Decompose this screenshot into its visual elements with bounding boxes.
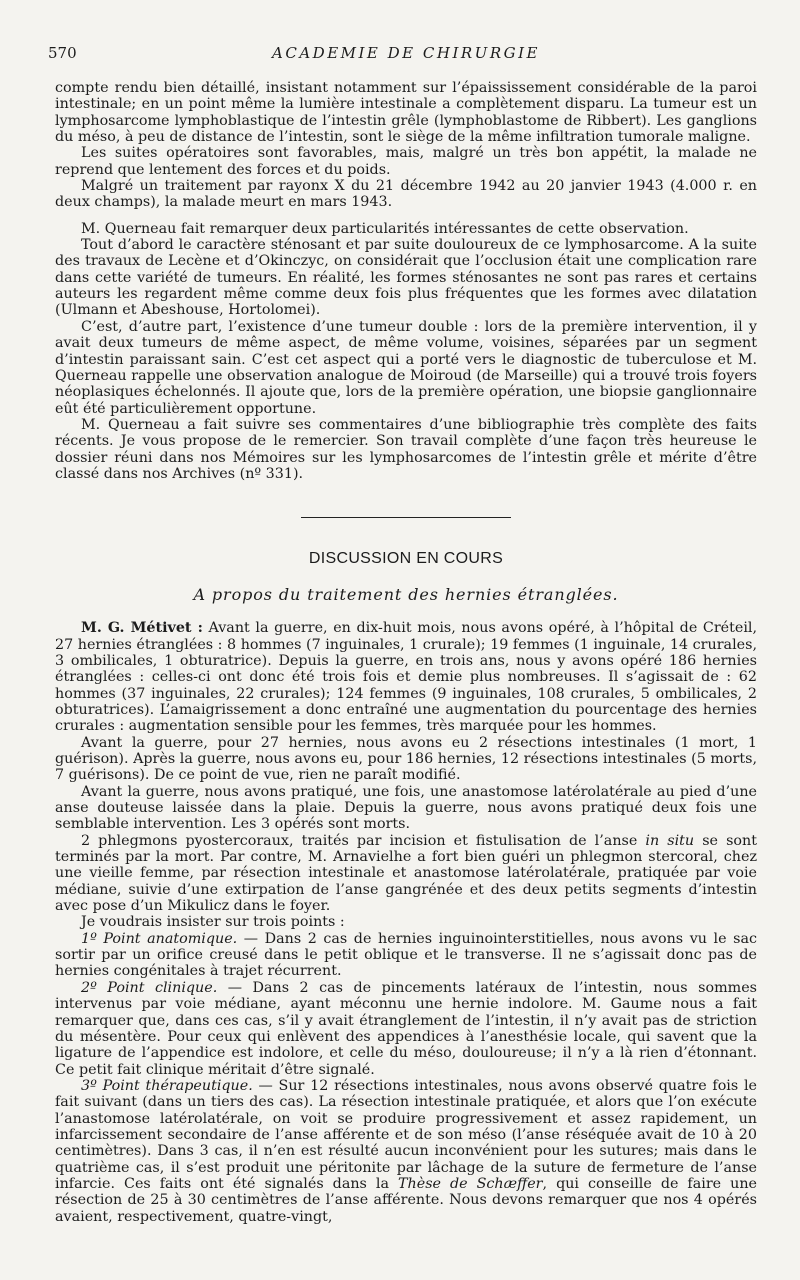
running-title: ACADEMIE DE CHIRURGIE [272,44,540,62]
paragraph: Je voudrais insister sur trois points : [81,914,345,931]
page-header [48,44,757,66]
paragraph: M. G. Métivet : Avant la guerre, en dix-huit mois, nous avons opéré, à l’hôpital de Créteil, 27 hernies étranglées : 8 hommes (7 inguinales, 1 crurale); 19 femmes (1 inguinale, 14 crurales, 3 ombilicales, 1 obturatrice). Depuis la guerre, en trois ans, nous y avons opéré 186 hernies étranglées : celles-ci ont donc été trois fois et demie plus nombreuses. Il s’agissait de : 62 hommes (37 inguinales, 22 crurales); 124 femmes (9 inguinales, 108 crurales, 5 ombilicales, 2 obturatrices). L’amaigrissement a donc entraîné une augmentation du pourcentage des hernies crurales : augmentation sensible pour les femmes, très marquée pour les hommes. [55,620,758,735]
paragraph: Tout d’abord le caractère sténosant et par suite douloureux de ce lymphosarcome. A la suite des travaux de Lecène et d’Okinczyc, on considérait que l’occlusion était une complication rare dans cette variété de tumeurs. En réalité, les formes sténosantes ne sont pas rares et certains auteurs les regardent même comme deux fois plus fréquentes que les formes avec dilatation (Ulmann et Abeshouse, Hortolomei). [55,237,757,319]
paragraph: M. Querneau fait remarquer deux particularités intéressantes de cette observation. [81,220,689,237]
section-divider [301,517,511,518]
point-label: 3º Point thérapeutique. [81,1077,253,1094]
paragraph: 2 phlegmons pyostercoraux, traités par incision et fistulisation de l’anse in situ se sont terminés par la mort. Par contre, M. Arnavielhe a fort bien guéri un phlegmon stercoral, chez une vieille femme, par résection intestinale et anastomose latérolatérale, pratiquée par voie médiane, suivie d’une extirpation de l’anse gangrénée et des deux petits segments d’intestin avec pose d’un Mikulicz dans le foyer. [55,832,757,915]
paragraph: Avant la guerre, pour 27 hernies, nous avons eu 2 résections intestinales (1 mort, 1 guérison). Après la guerre, nous avons eu, pour 186 hernies, 12 résections intestinales (5 morts, 7 guérisons). De ce point de vue, rien ne paraît modifié. [55,734,757,784]
paragraph: Les suites opératoires sont favorables, mais, malgré un très bon appétit, la malade ne reprend que lentement des forces et du poids. [55,145,757,178]
discussion-text [55,620,757,1225]
document-page [48,44,758,1225]
page-number: 570 [48,44,77,62]
paragraph: 3º Point thérapeutique. — Sur 12 résections intestinales, nous avons observé quatre fois le fait suivant (dans un tiers des cas). La résection intestinale pratiquée, et alors que l’on exécute l’anastomose latérolatérale, on voit se produire progressivement et assez rapidement, un infarcissement secondaire de l’anse afférente et de son méso (l’anse réséquée avait de 10 à 20 centimètres). Dans 3 cas, il n’en est résulté aucun inconvénient pour les sutures; mais dans le quatrième cas, il s’est produit une péritonite par lâchage de la suture de fermeture de l’anse infarcie. Ces faits ont été signalés dans la Thèse de Schæffer, qui conseille de faire une résection de 25 à 30 centimètres de l’anse afférente. Nous devons remarquer que nos 4 opérés avaient, respectivement, quatre-vingt, [55,1077,758,1225]
paragraph: M. Querneau a fait suivre ses commentaires d’une bibliographie très complète des faits récents. Je vous propose de le remercier. Son travail complète d’une façon très heureuse le dossier réuni dans nos Mémoires sur les lymphosarcomes de l’intestin grêle et mérite d’être classé dans nos Archives (nº 331). [55,416,757,482]
paragraph: 2º Point clinique. — Dans 2 cas de pincements latéraux de l’intestin, nous sommes intervenus par voie médiane, ayant méconnu une hernie indolore. M. Gaume nous a fait remarquer que, dans ces cas, s’il y avait étranglement de l’intestin, il n’y avait pas de striction du mésentère. Pour ceux qui enlèvent des appendices à l’anesthésie locale, qui savent que la ligature de l’appendice est indolore, et celle du méso, douloureuse; il n’y a là rien d’étonnant. Ce petit fait clinique méritait d’être signalé. [55,979,757,1078]
body-text [55,80,757,482]
paragraph: Avant la guerre, nous avons pratiqué, une fois, une anastomose latérolatérale au pied d’une anse douteuse laissée dans la plaie. Depuis la guerre, nous avons pratiqué deux fois une semblable intervention. Les 3 opérés sont morts. [55,783,757,833]
author-name: M. G. Métivet : [81,620,203,637]
subsection-title: A propos du traitement des hernies étranglées. [193,585,619,605]
paragraph: Malgré un traitement par rayonx X du 21 décembre 1942 au 20 janvier 1943 (4.000 r. en deux champs), la malade meurt en mars 1943. [55,178,757,211]
paragraph: C’est, d’autre part, l’existence d’une tumeur double : lors de la première intervention, il y avait deux tumeurs de même aspect, de même volume, voisines, séparées par un segment d’intestin paraissant sain. C’est cet aspect qui a porté vers le diagnostic de tuberculose et M. Querneau rappelle une observation analogue de Moiroud (de Marseille) qui a trouvé trois foyers néoplasiques échelonnés. Il ajoute que, lors de la première opération, une biopsie ganglionnaire eût été particulièrement opportune. [55,318,757,417]
point-label: 2º Point clinique. [81,979,218,996]
point-label: 1º Point anatomique. [81,930,238,947]
section-title: DISCUSSION EN COURS [308,550,504,568]
paragraph: 1º Point anatomique. — Dans 2 cas de hernies inguinointerstitielles, nous avons vu le sac sortir par un orifice creusé dans le petit oblique et le transverse. Il ne s’agissait donc pas de hernies congénitales à trajet récurrent. [55,930,757,980]
paragraph: compte rendu bien détaillé, insistant notamment sur l’épaississement considérable de la paroi intestinale; en un point même la lumière intestinale a complètement disparu. La tumeur est un lymphosarcome lymphoblastique de l’intestin grêle (lymphoblastome de Ribbert). Les ganglions du méso, à peu de distance de l’intestin, sont le siège de la même infiltration tumorale maligne. [55,80,757,146]
